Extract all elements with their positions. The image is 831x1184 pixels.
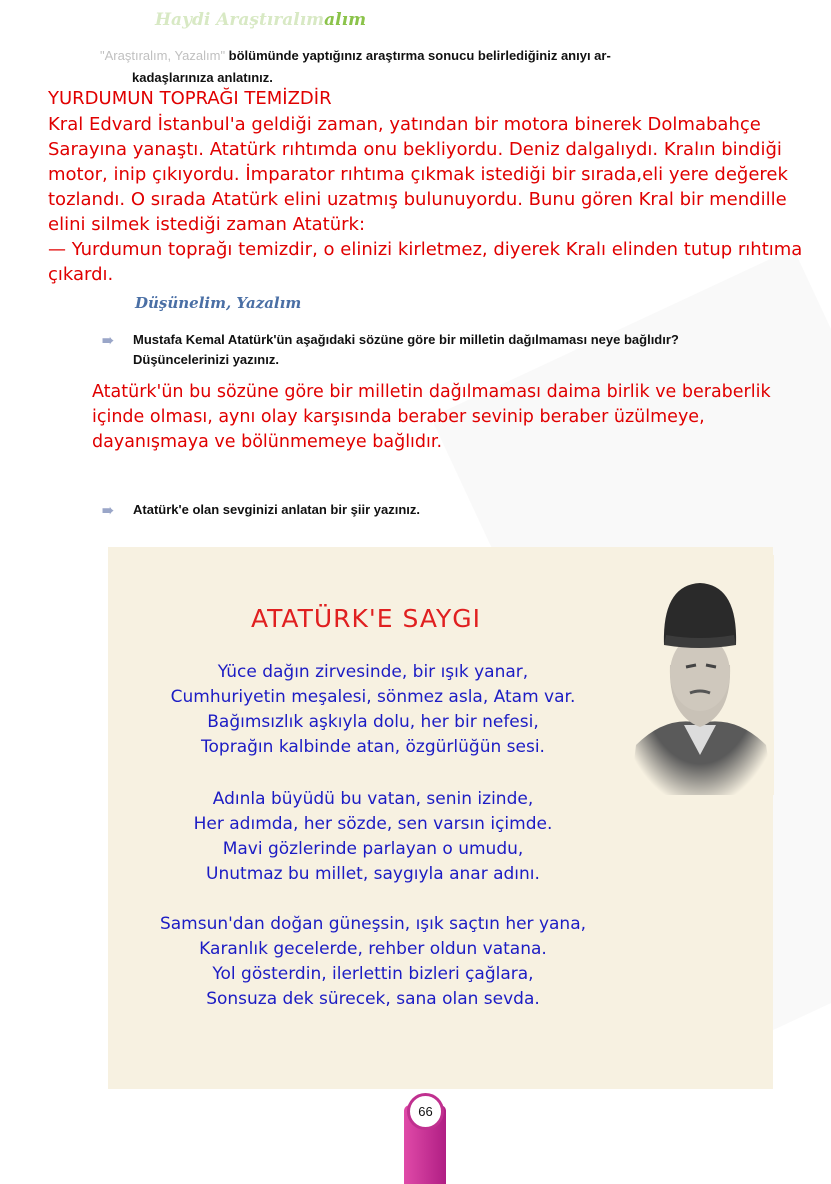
poem-line: Sonsuza dek sürecek, sana olan sevda. — [206, 989, 540, 1009]
poem-line: Her adımda, her sözde, sen varsın içimde. — [193, 814, 553, 834]
question-1-line1: Mustafa Kemal Atatürk'ün aşağıdaki sözüne göre bir milletin dağılmaması neye bağlıdır? — [133, 332, 679, 347]
instruction-line1: bölümünde yaptığınız araştırma sonucu belirlediğiniz anıyı ar- — [225, 48, 611, 63]
question-2 — [102, 500, 702, 520]
poem-line: Cumhuriyetin meşalesi, sönmez asla, Atam var. — [170, 687, 576, 707]
question-1 — [102, 330, 782, 370]
section-header-faint: Haydi Araştıralım — [155, 10, 325, 30]
page-number: 66 — [407, 1093, 444, 1130]
question-1-line2: Düşüncelerinizi yazınız. — [133, 352, 279, 367]
ataturk-portrait-image — [626, 555, 774, 795]
poem-line: Samsun'dan doğan güneşsin, ışık saçtın her yana, — [159, 914, 587, 934]
poem-line: Unutmaz bu millet, saygıyla anar adını. — [206, 864, 540, 884]
poem-line: Mavi gözlerinde parlayan o umudu, — [222, 839, 524, 859]
poem-line: Karanlık gecelerde, rehber oldun vatana. — [199, 939, 547, 959]
arrow-icon: ➠ — [102, 332, 114, 348]
instruction-faint: "Araştıralım, Yazalım" — [100, 48, 226, 63]
answer-1: Atatürk'ün bu sözüne göre bir milletin dağılmaması daima birlik ve beraberlik içinde olması, aynı olay karşısında beraber sevinip beraber üzülmeye, dayanışmaya ve bölünmemeye bağlıdır. — [92, 382, 771, 452]
section-header-visible: alım — [324, 10, 367, 30]
question-2-text: Atatürk'e olan sevginizi anlatan bir şiir yazınız. — [133, 502, 421, 517]
instruction-text — [100, 45, 760, 89]
poem-line: Bağımsızlık aşkıyla dolu, her bir nefesi, — [207, 712, 539, 732]
poem-box — [108, 547, 773, 1089]
instruction-line2: kadaşlarınıza anlatınız. — [132, 70, 273, 85]
poem-line: Toprağın kalbinde atan, özgürlüğün sesi. — [201, 737, 545, 757]
poem-stanza-3 — [108, 912, 638, 1012]
section-header — [155, 10, 366, 30]
arrow-icon: ➠ — [102, 502, 114, 518]
poem-title: ATATÜRK'E SAYGI — [250, 604, 482, 633]
story-title: YURDUMUN TOPRAĞI TEMİZDİR — [48, 88, 332, 109]
poem-line: Yol gösterdin, ilerlettin bizleri çağlara, — [212, 964, 534, 984]
poem-line: Yüce dağın zirvesinde, bir ışık yanar, — [217, 662, 529, 682]
story-body — [48, 112, 818, 287]
poem-stanza-1 — [108, 660, 638, 760]
poem-stanza-2 — [108, 787, 638, 887]
section-title-dusunelim: Düşünelim, Yazalım — [135, 294, 302, 312]
story-text: Kral Edvard İstanbul'a geldiği zaman, yatından bir motora binerek Dolmabahçe Sarayına yanaştı. Atatürk rıhtımda onu bekliyordu. Deniz dalgalıydı. Kralın bindiği motor, inip çıkıyordu. İmparator rıhtıma çıkmak istediği bir sırada,eli yere değerek tozlandı. O sırada Atatürk elini uzatmış bulunuyordu. Bunu gören Kral bir mendille elini silmek istediği zaman Atatürk: — Yurdumun toprağı temizdir, o elinizi kirletmez, diyerek Kralı elinden tutup rıhtıma çıkardı. — [48, 114, 803, 285]
poem-line: Adınla büyüdü bu vatan, senin izinde, — [212, 789, 534, 809]
